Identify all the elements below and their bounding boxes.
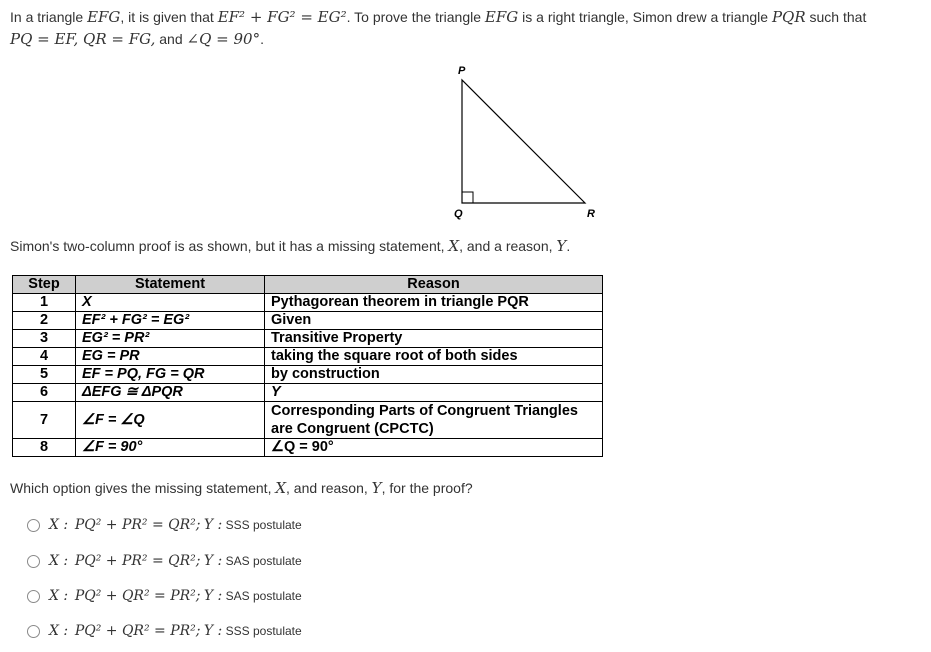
- reason-cell: ∠Q = 90°: [265, 439, 603, 457]
- question-part: is a right triangle, Simon drew a triangle: [518, 9, 772, 25]
- var-y: Y: [556, 237, 567, 255]
- option-y-label: Y :: [203, 623, 223, 639]
- construction-condition: PQ = EF, QR = FG,: [10, 30, 156, 48]
- option-x-label: X :: [49, 588, 69, 604]
- option-y-label: Y :: [203, 517, 223, 533]
- answer-option-1[interactable]: [27, 517, 302, 533]
- statement-cell: ΔEFG ≅ ΔPQR: [76, 384, 265, 402]
- option-statement: PQ² + QR² = PR²;: [74, 623, 201, 639]
- option-statement: PQ² + PR² = QR²;: [74, 517, 201, 533]
- option-reason: SSS postulate: [225, 518, 302, 532]
- prompt-part: Which option gives the missing statement,: [10, 480, 276, 496]
- table-row: [13, 384, 603, 402]
- table-row: [13, 312, 603, 330]
- vertex-label-p: P: [458, 65, 466, 77]
- step-cell: 8: [13, 439, 76, 457]
- intro-part: .: [566, 238, 571, 254]
- statement-cell: EG² = PR²: [76, 330, 265, 348]
- triangle-pqr: PQR: [771, 8, 806, 26]
- table-row: [13, 348, 603, 366]
- reason-cell: Pythagorean theorem in triangle PQR: [265, 294, 603, 312]
- radio-button[interactable]: [27, 590, 40, 603]
- question-part: . To prove the triangle: [346, 9, 485, 25]
- question-text: [10, 6, 925, 50]
- question-part: , it is given that: [120, 9, 218, 25]
- reason-cell: Corresponding Parts of Congruent Triangles are Congruent (CPCTC): [265, 402, 603, 439]
- answer-prompt: [10, 479, 473, 497]
- triangle-efg: EFG: [87, 8, 121, 26]
- proof-table: [12, 275, 603, 457]
- reason-cell: Transitive Property: [265, 330, 603, 348]
- var-x: X: [448, 237, 460, 255]
- table-header-row: [13, 276, 603, 294]
- table-row: [13, 402, 603, 439]
- step-cell: 4: [13, 348, 76, 366]
- answer-option-4[interactable]: [27, 623, 302, 639]
- option-x-label: X :: [49, 517, 69, 533]
- vertex-label-r: R: [587, 208, 595, 220]
- option-x-label: X :: [49, 553, 69, 569]
- var-y: Y: [371, 479, 382, 497]
- step-cell: 6: [13, 384, 76, 402]
- step-cell: 3: [13, 330, 76, 348]
- triangle-shape: [462, 80, 585, 203]
- table-row: [13, 294, 603, 312]
- reason-cell: Y: [265, 384, 603, 402]
- question-part: In a triangle: [10, 9, 88, 25]
- reason-cell: by construction: [265, 366, 603, 384]
- question-part: such that: [805, 9, 867, 25]
- option-y-label: Y :: [203, 553, 223, 569]
- table-row: [13, 366, 603, 384]
- radio-button[interactable]: [27, 625, 40, 638]
- angle-condition: ∠Q = 90°: [186, 30, 261, 48]
- reason-cell: taking the square root of both sides: [265, 348, 603, 366]
- var-x: X: [275, 479, 287, 497]
- intro-part: , and a reason,: [459, 238, 557, 254]
- radio-button[interactable]: [27, 555, 40, 568]
- prompt-part: , and reason,: [286, 480, 372, 496]
- step-cell: 7: [13, 402, 76, 439]
- reason-cell: Given: [265, 312, 603, 330]
- statement-cell: EG = PR: [76, 348, 265, 366]
- option-x-label: X :: [49, 623, 69, 639]
- option-statement: PQ² + QR² = PR²;: [74, 588, 201, 604]
- step-cell: 5: [13, 366, 76, 384]
- statement-cell: ∠F = 90°: [76, 439, 265, 457]
- radio-button[interactable]: [27, 519, 40, 532]
- table-row: [13, 439, 603, 457]
- header-reason: Reason: [265, 276, 603, 294]
- option-y-label: Y :: [203, 588, 223, 604]
- proof-intro: [10, 237, 570, 255]
- step-cell: 2: [13, 312, 76, 330]
- triangle-pqr-diagram: [440, 60, 610, 225]
- statement-cell: ∠F = ∠Q: [76, 402, 265, 439]
- header-step: Step: [13, 276, 76, 294]
- option-reason: SAS postulate: [225, 554, 302, 568]
- header-statement: Statement: [76, 276, 265, 294]
- option-reason: SSS postulate: [225, 624, 302, 638]
- statement-cell: EF² + FG² = EG²: [76, 312, 265, 330]
- right-angle-marker: [462, 192, 473, 203]
- triangle-efg: EFG: [484, 8, 519, 26]
- answer-option-2[interactable]: [27, 553, 302, 569]
- statement-cell: X: [76, 294, 265, 312]
- table-row: [13, 330, 603, 348]
- option-reason: SAS postulate: [225, 589, 302, 603]
- vertex-label-q: Q: [454, 208, 463, 220]
- step-cell: 1: [13, 294, 76, 312]
- question-part: and: [155, 31, 187, 47]
- question-part: .: [260, 31, 264, 47]
- statement-cell: EF = PQ, FG = QR: [76, 366, 265, 384]
- intro-part: Simon's two-column proof is as shown, but it has a missing statement,: [10, 238, 449, 254]
- given-equation: EF² + FG² = EG²: [217, 8, 347, 26]
- prompt-part: , for the proof?: [381, 480, 473, 496]
- option-statement: PQ² + PR² = QR²;: [74, 553, 201, 569]
- answer-option-3[interactable]: [27, 588, 302, 604]
